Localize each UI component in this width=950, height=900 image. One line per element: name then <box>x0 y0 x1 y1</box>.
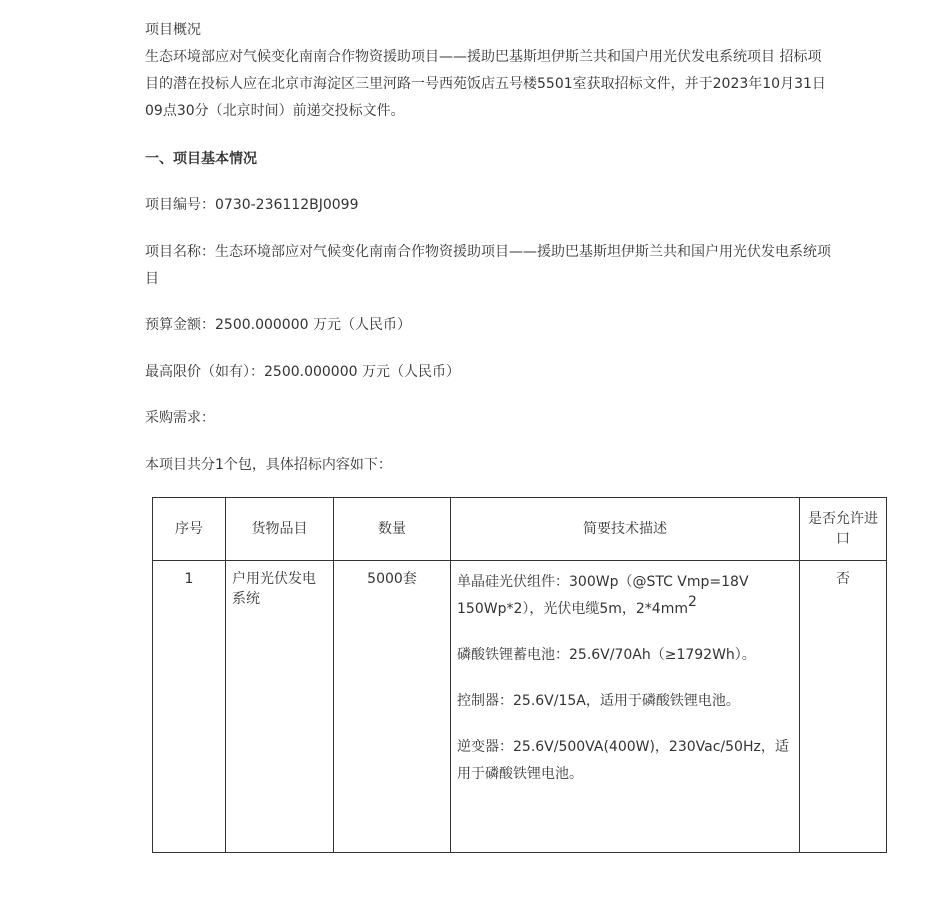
procurement-demand-label: 采购需求： <box>145 410 215 426</box>
project-name: 项目名称：生态环境部应对气候变化南南合作物资援助项目——援助巴基斯坦伊斯兰共和国户用光伏发电系统项目 <box>145 244 831 287</box>
cell-desc <box>451 561 800 853</box>
header-no: 序号 <box>153 498 226 561</box>
cell-no: 1 <box>153 561 226 853</box>
cell-qty: 5000套 <box>334 561 451 853</box>
procurement-items-table <box>152 497 887 853</box>
table-header-row <box>153 498 887 561</box>
desc-pv-module-superscript: 2 <box>688 594 697 610</box>
project-number: 项目编号：0730-236112BJ0099 <box>145 197 359 213</box>
page-bottom-area <box>0 853 950 900</box>
table-row <box>153 561 887 853</box>
cell-goods: 户用光伏发电系统 <box>226 561 334 853</box>
package-summary: 本项目共分1个包，具体招标内容如下： <box>145 457 392 473</box>
header-import: 是否允许进口 <box>800 498 887 561</box>
desc-pv-module <box>457 569 793 623</box>
desc-pv-module-text: 单晶硅光伏组件：300Wp（@STC Vmp=18V 150Wp*2），光伏电缆5m，2*4mm <box>457 574 749 617</box>
section-heading-basic-info: 一、项目基本情况 <box>145 151 257 167</box>
header-goods: 货物品目 <box>226 498 334 561</box>
overview-intro: 生态环境部应对气候变化南南合作物资援助项目——援助巴基斯坦伊斯兰共和国户用光伏发电系统项目 招标项目的潜在投标人应在北京市海淀区三里河路一号西苑饭店五号楼5501室获取招标文件，并于2023年10月31日 09点30分（北京时间）前递交投标文件。 <box>145 49 826 119</box>
header-qty: 数量 <box>334 498 451 561</box>
cell-import: 否 <box>800 561 887 853</box>
desc-battery: 磷酸铁锂蓄电池：25.6V/70Ah（≥1792Wh）。 <box>457 647 756 663</box>
header-desc: 简要技术描述 <box>451 498 800 561</box>
desc-controller: 控制器：25.6V/15A，适用于磷酸铁锂电池。 <box>457 693 740 709</box>
budget-amount: 预算金额：2500.000000 万元（人民币） <box>145 317 411 333</box>
max-price: 最高限价（如有）：2500.000000 万元（人民币） <box>145 364 460 380</box>
desc-inverter: 逆变器：25.6V/500VA(400W)，230Vac/50Hz，适用于磷酸铁锂电池。 <box>457 739 789 782</box>
overview-title: 项目概况 <box>145 22 201 38</box>
